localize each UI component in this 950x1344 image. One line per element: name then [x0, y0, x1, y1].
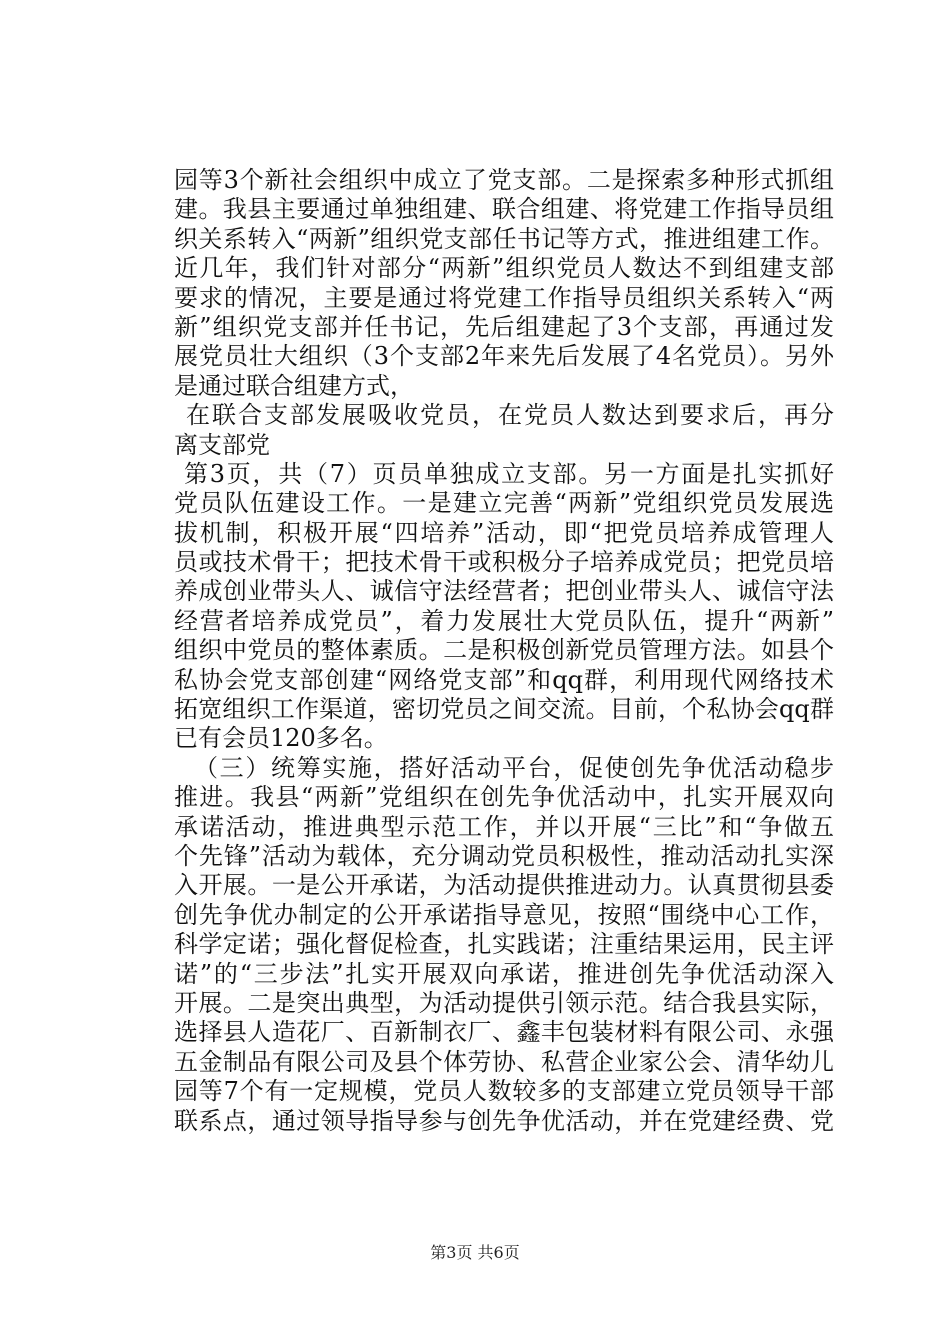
- text-line: 五金制品有限公司及县个体劳协、私营企业家公会、清华幼儿: [174, 1047, 834, 1076]
- text-line: 已有会员120多名。: [174, 724, 388, 753]
- text-line: 选择县人造花厂、百新制衣厂、鑫丰包装材料有限公司、永强: [174, 1018, 834, 1047]
- text-line: 员或技术骨干；把技术骨干或积极分子培养成党员；把党员培: [174, 548, 834, 577]
- text-line: 园等3个新社会组织中成立了党支部。二是探索多种形式抓组: [174, 166, 834, 194]
- text-line: 是通过联合组建方式，: [174, 371, 414, 400]
- body-text: [174, 166, 834, 1136]
- text-line: 开展。二是突出典型，为活动提供引领示范。结合我县实际，: [174, 988, 834, 1017]
- text-line: 创先争优办制定的公开承诺指导意见，按照“围绕中心工作，: [174, 900, 834, 929]
- text-line: 要求的情况，主要是通过将党建工作指导员组织关系转入“两: [174, 283, 834, 312]
- text-line: （三）统筹实施，搭好活动平台，促使创先争优活动稳步: [194, 753, 834, 782]
- text-line: 入开展。一是公开承诺，为活动提供推进动力。认真贯彻县委: [174, 871, 834, 900]
- text-line: 科学定诺；强化督促检查，扎实践诺；注重结果运用，民主评: [174, 930, 834, 959]
- text-line: 第3页，共（7）页员单独成立支部。另一方面是扎实抓好: [184, 459, 834, 488]
- page-number-footer: 第3页 共6页: [430, 1243, 520, 1262]
- text-line: 个先锋”活动为载体，充分调动党员积极性，推动活动扎实深: [174, 841, 834, 870]
- text-line: 织关系转入“两新”组织党支部任书记等方式，推进组建工作。: [174, 224, 834, 253]
- text-line: 离支部党: [174, 430, 270, 459]
- text-line: 近几年，我们针对部分“两新”组织党员人数达不到组建支部: [174, 254, 834, 283]
- text-line: 诺”的“三步法”扎实开展双向承诺，推进创先争优活动深入: [174, 959, 834, 988]
- text-line: 拓宽组织工作渠道，密切党员之间交流。目前，个私协会qq群: [174, 695, 834, 724]
- text-line: 园等7个有一定规模，党员人数较多的支部建立党员领导干部: [174, 1077, 834, 1106]
- text-line: 经营者培养成党员”，着力发展壮大党员队伍，提升“两新”: [174, 606, 834, 635]
- text-line: 组织中党员的整体素质。二是积极创新党员管理方法。如县个: [174, 636, 834, 665]
- text-line: 推进。我县“两新”党组织在创先争优活动中，扎实开展双向: [174, 783, 834, 812]
- text-line: 建。我县主要通过单独组建、联合组建、将党建工作指导员组: [174, 195, 834, 224]
- text-line: 承诺活动，推进典型示范工作，并以开展“三比”和“争做五: [174, 812, 834, 841]
- text-line: 养成创业带头人、诚信守法经营者；把创业带头人、诚信守法: [174, 577, 834, 606]
- text-line: 新”组织党支部并任书记，先后组建起了3个支部，再通过发: [174, 312, 834, 341]
- text-line: 私协会党支部创建“网络党支部”和qq群，利用现代网络技术: [174, 665, 834, 694]
- text-line: 展党员壮大组织（3个支部2年来先后发展了4名党员）。另外: [174, 342, 834, 371]
- text-line: 拔机制，积极开展“四培养”活动，即“把党员培养成管理人: [174, 518, 834, 547]
- text-line: 联系点，通过领导指导参与创先争优活动，并在党建经费、党: [174, 1106, 834, 1135]
- text-line: 党员队伍建设工作。一是建立完善“两新”党组织党员发展选: [174, 489, 834, 518]
- text-line: 在联合支部发展吸收党员，在党员人数达到要求后，再分: [186, 401, 834, 430]
